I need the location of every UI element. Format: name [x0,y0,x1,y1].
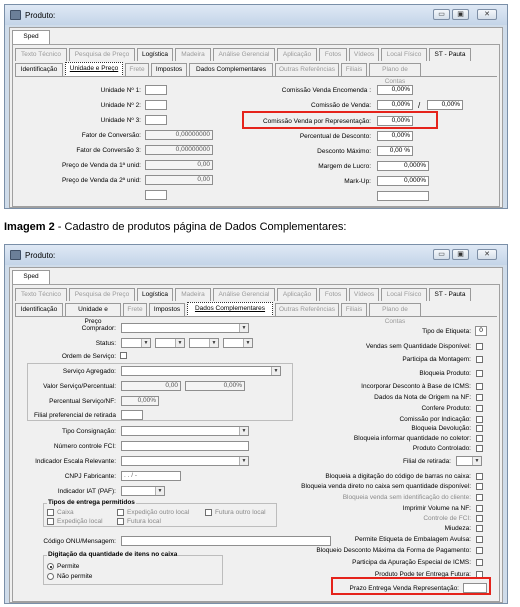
percentual-servico-input[interactable]: 0,00% [121,396,159,406]
bloqueia-venda-cliente-checkbox[interactable] [476,494,483,501]
chevron-down-icon: ▼ [175,339,184,347]
tab-logistica[interactable]: Logística [137,48,173,61]
status-select-2[interactable] [155,338,185,348]
tab-local-fisico[interactable]: Local Físico [381,288,427,301]
tipos-entrega-title: Tipos de entrega permitidos [48,499,135,506]
main-panel [9,27,503,208]
unidade-2-input[interactable] [145,100,167,110]
tab-videos[interactable]: Vídeos [349,288,379,301]
imprimir-volume-checkbox[interactable] [476,505,483,512]
tab-content [12,44,500,207]
title-bar [5,5,507,25]
minimize-button[interactable]: ▭ [433,249,450,260]
chevron-down-icon: ▼ [472,457,481,465]
label-cnpj-fabricante: CNPJ Fabricante: [64,473,116,480]
confere-produto-checkbox[interactable] [476,405,483,412]
tab-pesquisa-preco[interactable]: Pesquisa de Preço [69,48,135,61]
window-title: Produto: [25,251,56,260]
tab-fotos[interactable]: Fotos [319,288,347,301]
label-markup: Mark-Up: [344,178,371,185]
maximize-button[interactable]: ▣ [452,249,469,260]
label-indicador-iat: Indicador IAT (PAF): [57,488,116,495]
tab-divider [15,76,497,77]
tab-aplicacao[interactable]: Aplicação [277,288,317,301]
label-preco-2: Preço de Venda da 2ª unid: [61,177,141,184]
tab-identificacao[interactable]: Identificação [15,63,63,76]
label-margem-lucro: Margem de Lucro: [318,163,371,170]
markup-input[interactable]: 0,000% [377,176,429,186]
miudeza-checkbox[interactable] [476,525,483,532]
label-dados-nota-origem: Dados da Nota de Origem na NF: [374,394,471,401]
label-bloqueia-venda-cliente: Bloqueia venda sem identificação do cliente: [342,494,471,501]
chevron-down-icon: ▼ [141,339,150,347]
entrega-expedicao-outro-label: Expedição outro local [127,509,190,516]
caption-bold: Imagem 2 [4,221,55,233]
dados-nota-origem-checkbox[interactable] [476,394,483,401]
tab-pesquisa-preco[interactable]: Pesquisa de Preço [69,288,135,301]
margem-lucro-input[interactable]: 0,000% [377,161,429,171]
apuracao-icms-checkbox[interactable] [476,559,483,566]
label-bloqueia-venda-caixa: Bloqueia venda direto no caixa sem quantidade disponível: [301,483,471,490]
label-filial-retirada: Filial de retirada: [402,458,451,465]
minimize-button[interactable]: ▭ [433,9,450,20]
label-tipo-consignacao: Tipo Consignação: [62,428,116,435]
comissao-encomenda-input[interactable]: 0,00% [377,85,413,95]
tab-frete[interactable]: Frete [123,303,147,316]
incorporar-desconto-checkbox[interactable] [476,383,483,390]
label-servico-agregado: Serviço Agregado: [62,368,116,375]
tab-sped-fiscal[interactable]: Sped [12,270,50,285]
label-produto-controlado: Produto Controlado: [412,445,471,452]
bloqueia-produto-checkbox[interactable] [476,370,483,377]
entrega-caixa-checkbox[interactable] [47,509,54,516]
comissao-venda-input[interactable]: 0,00% [377,100,413,110]
desconto-maximo-input[interactable]: 0,00 % [377,146,413,156]
produto-controlado-checkbox[interactable] [476,445,483,452]
product-window-2 [4,244,508,604]
label-preco-1: Preço de Venda da 1ª unid: [61,162,141,169]
tab-frete[interactable]: Frete [125,63,149,76]
chevron-down-icon: ▼ [239,324,248,332]
vendas-sem-qtd-checkbox[interactable] [476,343,483,350]
separator-slash: / [418,101,421,110]
label-percentual-servico: Percentual Serviço/NF: [49,398,116,405]
entrega-caixa-label: Caixa [57,509,74,516]
label-valor-servico: Valor Serviço/Percentual: [43,383,116,390]
title-bar [5,245,507,265]
servico-agregado-select[interactable] [121,366,281,376]
percentual-desconto-input[interactable]: 0,00% [377,131,413,141]
valor-servico-input[interactable]: 0,00 [121,381,181,391]
label-bloqueia-devolucao: Bloqueia Devolução: [411,425,471,432]
tab-sped-fiscal[interactable]: Sped [12,30,50,45]
label-codigo-onu: Código ONU/Mensagem: [43,538,116,545]
filial-retirada-select[interactable] [456,456,482,466]
tab-st-pauta[interactable]: ST - Pauta [429,48,471,61]
fator-conversao-3-input[interactable]: 0,00000000 [145,145,213,155]
main-panel [9,267,503,603]
label-status: Status: [95,340,116,347]
comissao-venda-2-input[interactable]: 0,00% [427,100,463,110]
highlight-prazo-entrega [331,577,491,595]
label-comissao-representacao: Comissão Venda por Representação: [262,118,371,125]
digitacao-title: Digitação da quantidade de itens no caixa [48,551,178,558]
numero-fci-input[interactable] [121,441,249,451]
label-fator-conversao-3: Fator de Conversão 3: [76,147,141,154]
nao-permite-radio[interactable] [47,573,54,580]
label-comissao-venda: Comissão de Venda: [311,102,371,109]
controle-fci-checkbox[interactable] [476,515,483,522]
tab-texto-tecnico[interactable]: Texto Técnico [15,48,67,61]
product-window-1 [4,4,508,209]
permite-radio[interactable] [47,563,54,570]
close-button[interactable]: ✕ [477,249,497,260]
tab-madeira[interactable]: Madeira [175,288,211,301]
label-unidade-2: Unidade Nº 2: [100,102,141,109]
entrega-futura-outro-label: Futura outro local [215,509,266,516]
tipo-consignacao-select[interactable] [121,426,249,436]
entrega-expedicao-local-label: Expedição local [57,518,103,525]
tab-logistica[interactable]: Logística [137,288,173,301]
tab-filiais[interactable]: Filiais [341,303,367,316]
escala-relevante-select[interactable] [121,456,249,466]
label-numero-fci: Número controle FCI: [53,443,116,450]
label-apuracao-icms: Participa da Apuração Especial de ICMS: [352,559,471,566]
label-entrega-futura: Produto Pode ter Entrega Futura: [374,571,471,578]
unidade-3-input[interactable] [145,115,167,125]
label-incorporar-desconto: Incorporar Desconto à Base de ICMS: [361,383,471,390]
status-select-1[interactable] [121,338,151,348]
tab-unidade-preco[interactable]: Unidade e Preço [65,303,121,316]
entrega-futura-outro-checkbox[interactable] [205,509,212,516]
chevron-down-icon: ▼ [239,427,248,435]
status-select-3[interactable] [189,338,219,348]
tab-plano-contas[interactable]: Plano de Contas [369,303,421,316]
codigo-onu-input[interactable] [121,536,331,546]
label-fator-conversao: Fator de Conversão: [81,132,141,139]
label-comissao-indicacao: Comissão por Indicação: [399,416,471,423]
tab-unidade-preco[interactable]: Unidade e Preço [65,62,123,77]
bloqueia-venda-caixa-checkbox[interactable] [476,483,483,490]
tab-dados-complementares[interactable]: Dados Complementares [187,302,273,317]
tab-impostos[interactable]: Impostos [149,303,185,316]
label-prazo-entrega: Prazo Entrega Venda Representação: [349,585,459,592]
preco-venda-1-input[interactable]: 0,00 [145,160,213,170]
preco-venda-2-input[interactable]: 0,00 [145,175,213,185]
label-bloqueia-codigo-barras: Bloqueia a digitação do código de barras no caixa: [325,473,471,480]
label-unidade-1: Unidade Nº 1: [100,87,141,94]
tab-plano-contas[interactable]: Plano de Contas [369,63,421,76]
tab-impostos[interactable]: Impostos [151,63,187,76]
tab-divider [15,316,497,317]
valor-servico-percent-input[interactable]: 0,00% [185,381,245,391]
window-title: Produto: [25,11,56,20]
label-filial-preferencial: Filial preferencial de retirada [33,412,116,419]
caption-text: - Cadastro de produtos página de Dados Complementares: [54,221,347,233]
tab-analise-gerencial[interactable]: Análise Gerencial [213,48,275,61]
status-select-4[interactable] [223,338,253,348]
entrega-expedicao-outro-checkbox[interactable] [117,509,124,516]
fator-conversao-input[interactable]: 0,00000000 [145,130,213,140]
tab-videos[interactable]: Vídeos [349,48,379,61]
extra-right-input[interactable] [377,191,429,201]
label-comissao-encomenda: Comissão Venda Encomenda : [281,87,371,94]
unidade-1-input[interactable] [145,85,167,95]
label-bloqueia-produto: Bloqueia Produto: [419,370,471,377]
entrega-futura-local-checkbox[interactable] [117,518,124,525]
label-controle-fci: Controle de FCI: [423,515,471,522]
permite-label: Permite [57,563,80,570]
tab-identificacao[interactable]: Identificação [15,303,63,316]
tipo-etiqueta-input[interactable]: 0 [475,326,487,336]
bloqueia-coletor-checkbox[interactable] [476,435,483,442]
bloqueio-desconto-checkbox[interactable] [476,547,483,554]
label-bloqueio-desconto: Bloqueio Desconto Máxima da Forma de Pagamento: [316,547,471,554]
tab-madeira[interactable]: Madeira [175,48,211,61]
tab-dados-complementares[interactable]: Dados Complementares [189,63,273,76]
label-unidade-3: Unidade Nº 3: [100,117,141,124]
caption [4,221,346,233]
chevron-down-icon: ▼ [239,457,248,465]
chevron-down-icon: ▼ [155,487,164,495]
ordem-servico-checkbox[interactable] [120,352,127,359]
entrega-expedicao-local-checkbox[interactable] [47,518,54,525]
app-icon [10,10,21,20]
nao-permite-label: Não permite [57,573,93,580]
comissao-indicacao-checkbox[interactable] [476,416,483,423]
tab-outras-referencias[interactable]: Outras Referências [275,303,339,316]
label-miudeza: Miudeza: [444,525,471,532]
tab-aplicacao[interactable]: Aplicação [277,48,317,61]
highlight-comissao-representacao [242,111,438,129]
bloqueia-codigo-barras-checkbox[interactable] [476,473,483,480]
tab-fotos[interactable]: Fotos [319,48,347,61]
label-imprimir-volume: Imprimir Volume na NF: [402,505,471,512]
comissao-representacao-input[interactable]: 0,00% [377,116,413,126]
tab-st-pauta[interactable]: ST - Pauta [429,288,471,301]
digitacao-group [43,555,223,585]
label-percentual-desconto: Percentual de Desconto: [299,133,371,140]
label-etiqueta-embalagem: Permite Etiqueta de Embalagem Avulsa: [354,536,471,543]
extra-input[interactable] [145,190,167,200]
indicador-iat-select[interactable] [121,486,165,496]
tab-outras-referencias[interactable]: Outras Referências [275,63,339,76]
tab-content [12,284,500,602]
bloqueia-devolucao-checkbox[interactable] [476,425,483,432]
label-ordem-servico: Ordem de Serviço: [61,353,116,360]
label-bloqueia-coletor: Bloqueia informar quantidade no coletor: [353,435,471,442]
filial-preferencial-input[interactable] [121,410,143,420]
label-participa-montagem: Participa da Montagem: [402,356,471,363]
entrega-futura-local-label: Futura local [127,518,161,525]
tab-filiais[interactable]: Filiais [341,63,367,76]
tab-local-fisico[interactable]: Local Físico [381,48,427,61]
cnpj-fabricante-input[interactable]: . . / - [121,471,181,481]
label-escala-relevante: Indicador Escala Relevante: [35,458,116,465]
tab-analise-gerencial[interactable]: Análise Gerencial [213,288,275,301]
label-confere-produto: Confere Produto: [421,405,471,412]
etiqueta-embalagem-checkbox[interactable] [476,536,483,543]
app-icon [10,250,21,260]
label-comprador: Comprador: [81,325,116,332]
label-desconto-maximo: Desconto Máximo: [317,148,371,155]
participa-montagem-checkbox[interactable] [476,356,483,363]
chevron-down-icon: ▼ [209,339,218,347]
comprador-select[interactable] [121,323,249,333]
close-button[interactable]: ✕ [477,9,497,20]
label-tipo-etiqueta: Tipo de Etiqueta: [422,328,471,335]
tab-texto-tecnico[interactable]: Texto Técnico [15,288,67,301]
chevron-down-icon: ▼ [243,339,252,347]
label-vendas-sem-qtd: Vendas sem Quantidade Disponível: [365,343,471,350]
chevron-down-icon: ▼ [271,367,280,375]
maximize-button[interactable]: ▣ [452,9,469,20]
